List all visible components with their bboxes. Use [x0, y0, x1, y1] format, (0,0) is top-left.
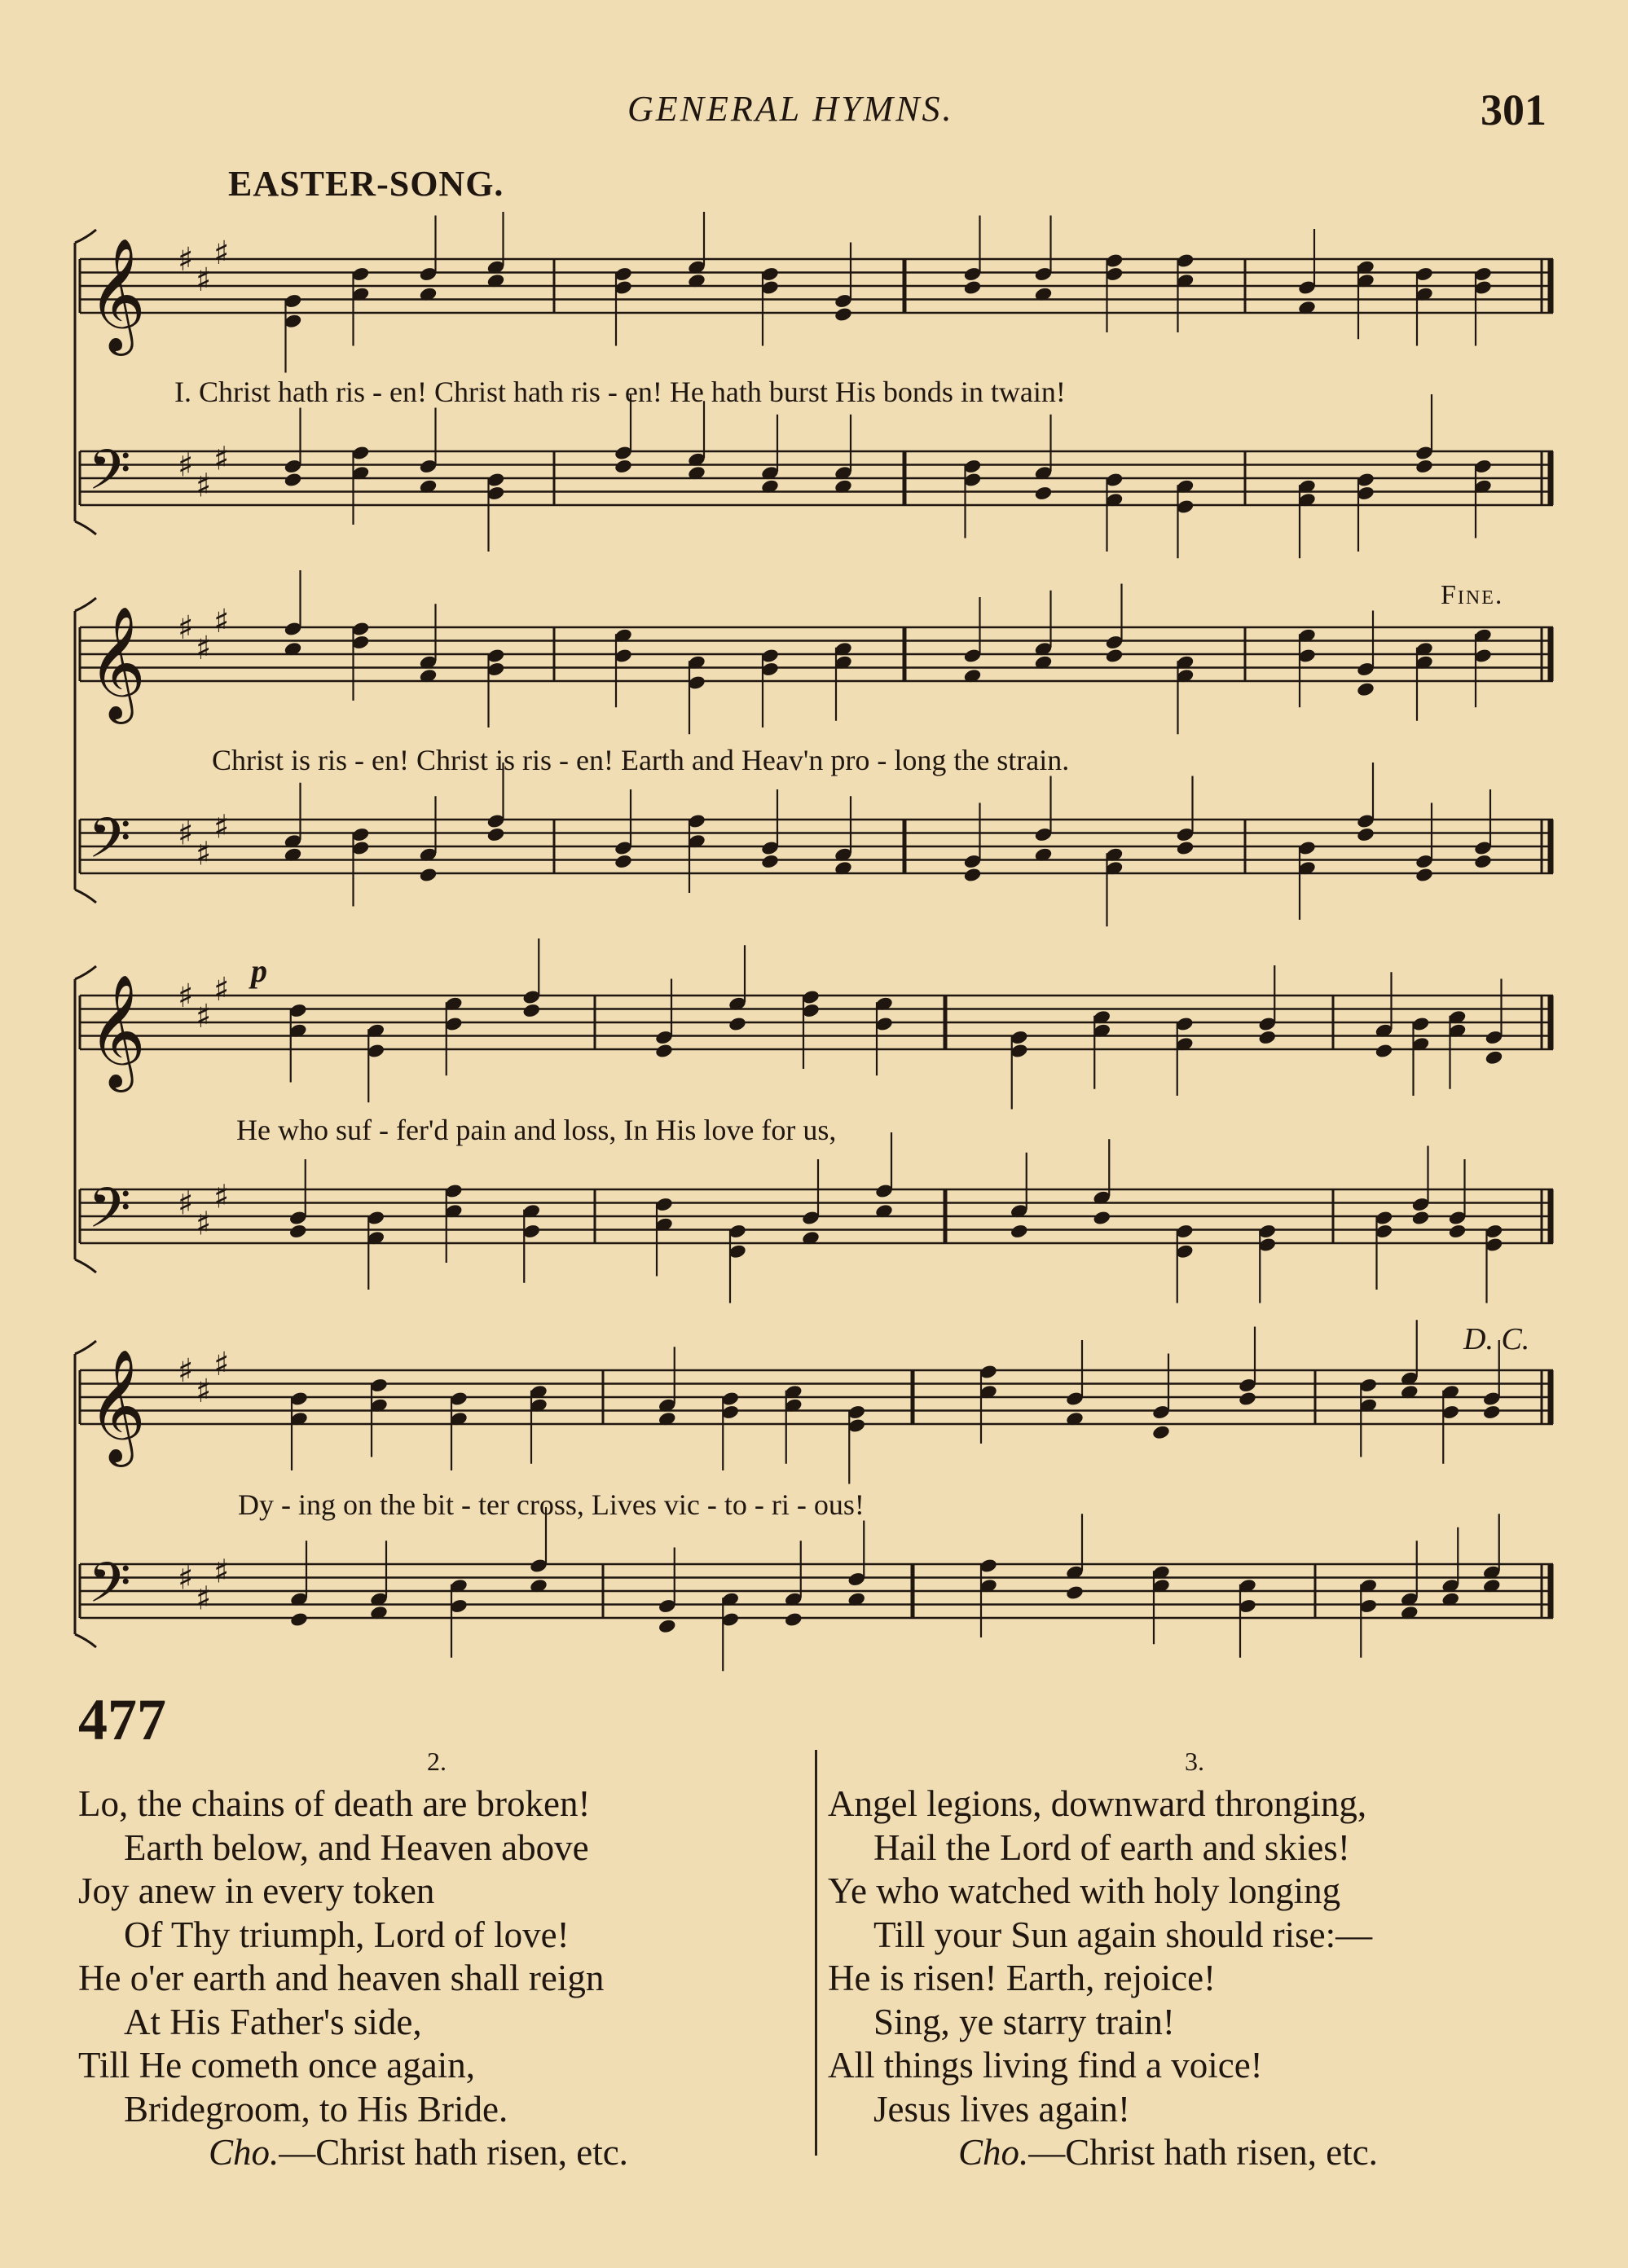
svg-text:♯: ♯ [213, 234, 230, 272]
svg-text:𝄢: 𝄢 [88, 807, 131, 885]
svg-text:♯: ♯ [178, 978, 194, 1015]
verse-line: Till He cometh once again, [78, 2045, 475, 2086]
svg-text:♯: ♯ [196, 1205, 212, 1243]
running-title: GENERAL HYMNS. [627, 89, 954, 129]
verse-line: Bridegroom, to His Bride. [124, 2088, 508, 2130]
verse-line: Sing, ye starry train! [873, 2001, 1175, 2042]
verse-line: Joy anew in every token [78, 1870, 435, 1911]
verse-line: Jesus lives again! [873, 2088, 1130, 2130]
verse-line: Of Thy triumph, Lord of love! [124, 1914, 570, 1955]
svg-text:♯: ♯ [213, 970, 230, 1009]
verse-2 [78, 1745, 795, 2175]
svg-text:♯: ♯ [178, 446, 194, 485]
chorus-text: —Christ hath risen, etc. [1028, 2132, 1378, 2173]
page-number: 301 [1481, 86, 1547, 134]
svg-text:♯: ♯ [178, 609, 194, 647]
sheet-music [0, 212, 1628, 1694]
svg-text:♯: ♯ [196, 629, 212, 667]
verse-line: Earth below, and Heaven above [124, 1826, 589, 1868]
page-header [0, 88, 1628, 137]
svg-text:♯: ♯ [178, 815, 194, 853]
verse-line: Till your Sun again should rise:— [873, 1914, 1373, 1955]
dc-mark: D. C. [1463, 1322, 1530, 1356]
svg-text:♯: ♯ [196, 835, 212, 873]
hymn-number: 477 [78, 1687, 166, 1752]
verse-line: Hail the Lord of earth and skies! [873, 1826, 1350, 1868]
chorus-text: —Christ hath risen, etc. [279, 2132, 628, 2173]
svg-text:𝄞: 𝄞 [88, 238, 146, 351]
svg-text:♯: ♯ [196, 261, 212, 299]
svg-text:♯: ♯ [178, 1559, 194, 1598]
column-divider [815, 1750, 817, 2156]
svg-text:𝄞: 𝄞 [88, 974, 146, 1088]
verse-line: Ye who watched with holy longing [828, 1870, 1341, 1911]
verse-line: Lo, the chains of death are broken! [78, 1783, 591, 1824]
svg-text:♯: ♯ [213, 1178, 230, 1216]
lyric-line-3: He who suf - fer'd pain and loss, In His love for us, [236, 1114, 837, 1146]
svg-text:♯: ♯ [196, 1372, 212, 1410]
verse-3 [828, 1745, 1561, 2175]
chorus-line [78, 2131, 795, 2175]
svg-text:𝄞: 𝄞 [88, 1349, 146, 1462]
verse-number: 3. [1185, 1747, 1204, 1776]
svg-text:♯: ♯ [213, 602, 230, 640]
verse-line: Angel legions, downward thronging, [828, 1783, 1367, 1824]
svg-text:♯: ♯ [213, 808, 230, 846]
verse-line: All things living find a voice! [828, 2045, 1263, 2086]
svg-text:♯: ♯ [178, 1352, 194, 1390]
svg-text:♯: ♯ [196, 1580, 212, 1618]
verse-number: 2. [427, 1747, 447, 1776]
verse-line: He o'er earth and heaven shall reign [78, 1958, 605, 1998]
svg-text:𝄞: 𝄞 [88, 606, 146, 719]
lyric-line-2: Christ is ris - en! Christ is ris - en! Earth and Heav'n pro - long the strain. [212, 744, 1070, 776]
svg-text:♯: ♯ [178, 241, 194, 279]
svg-text:♯: ♯ [213, 1553, 230, 1591]
chorus-label: Cho. [209, 2132, 279, 2173]
svg-text:♯: ♯ [196, 997, 212, 1035]
lyric-line-4: Dy - ing on the bit - ter cross, Lives vic - to - ri - ous! [238, 1488, 865, 1521]
verse-line: At His Father's side, [124, 2001, 422, 2042]
chorus-line [828, 2131, 1561, 2175]
svg-text:𝄢: 𝄢 [88, 438, 131, 516]
svg-text:𝄢: 𝄢 [88, 1551, 131, 1629]
chorus-label: Cho. [958, 2132, 1029, 2173]
dynamic-piano: p [251, 952, 267, 989]
svg-text:♯: ♯ [213, 440, 230, 478]
lyric-line-1: I. Christ hath ris - en! Christ hath ris - en! He hath burst His bonds in twain! [174, 376, 1066, 408]
svg-text:𝄢: 𝄢 [88, 1176, 131, 1255]
svg-text:♯: ♯ [196, 467, 212, 505]
svg-text:♯: ♯ [213, 1345, 230, 1383]
fine-mark: Fine. [1441, 580, 1504, 610]
svg-text:♯: ♯ [178, 1185, 194, 1223]
verse-line: He is risen! Earth, rejoice! [828, 1958, 1217, 1998]
tune-name: EASTER-SONG. [228, 164, 504, 204]
